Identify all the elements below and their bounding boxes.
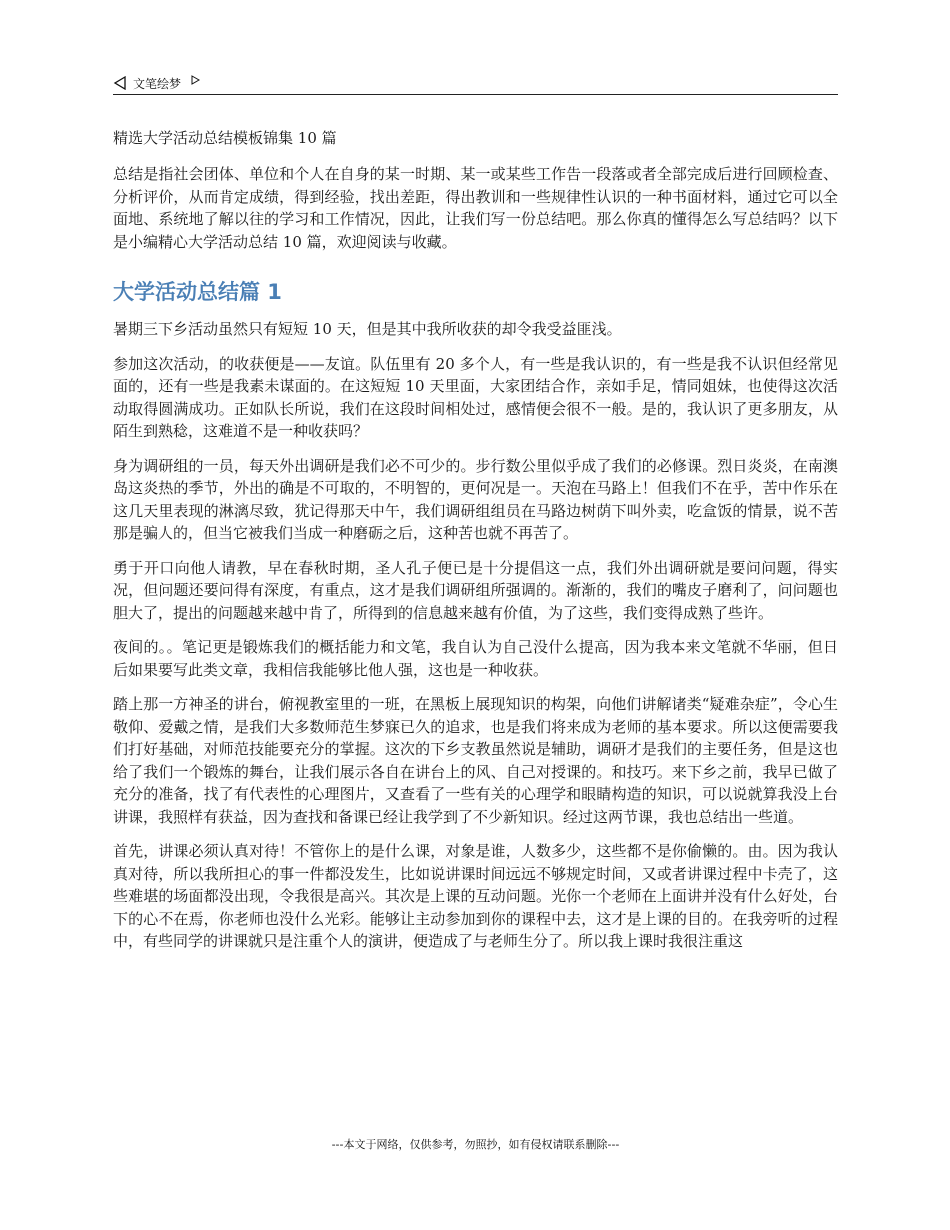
document-page xyxy=(113,0,838,1230)
body-paragraph: 夜间的。。笔记更是锻炼我们的概括能力和文笔，我自认为自己没什么提高，因为我本来文笔就不华丽，但日后如果要写此类文章，我相信我能够比他人强，这也是一种收获。 xyxy=(113,638,838,679)
footer-notice: ---本文于网络，仅供参考，勿照抄，如有侵权请联系删除--- xyxy=(331,1138,620,1151)
body-paragraph: 暑期三下乡活动虽然只有短短 10 天，但是其中我所收获的却令我受益匪浅。 xyxy=(113,320,622,338)
body-paragraph: 参加这次活动，的收获便是——友谊。队伍里有 20 多个人，有一些是我认识的，有一些是我不认识但经常见面的，还有一些是我素未谋面的。在这短短 10 天里面，大家团结合作，亲如手足，情同姐妹，也使得这次活动取得圆满成功。正如队长所说，我们在这段时间相处过，感情便会很不一般。是的，我认识了更多朋友，从陌生到熟稔，这难道不是一种收获吗？ xyxy=(113,354,838,440)
body-paragraph: 身为调研组的一员，每天外出调研是我们必不可少的。步行数公里似乎成了我们的必修课。烈日炎炎，在南澳岛这炎热的季节，外出的确是不可取的，不明智的，更何况是一。天泡在马路上！但我们不在乎，苦中作乐在这几天里表现的淋漓尽致，犹记得那天中午，我们调研组组员在马路边树荫下叫外卖，吃盒饭的情景，说不苦那是骗人的，但当它被我们当成一种磨砺之后，这种苦也就不再苦了。 xyxy=(113,456,838,542)
body-paragraph: 踏上那一方神圣的讲台，俯视教室里的一班，在黑板上展现知识的构架，向他们讲解诸类“疑难杂症”，令心生敬仰、爱戴之情，是我们大多数师范生梦寐已久的追求，也是我们将来成为老师的基本要求。所以这便需要我们打好基础，对师范技能要充分的掌握。这次的下乡支教虽然说是辅助，调研才是我们的主要任务，但是这也给了我们一个锻炼的舞台，让我们展示各自在讲台上的风、自己对授课的。和技巧。来下乡之前，我早已做了充分的准备，找了有代表性的心理图片，又查看了一些有关的心理学和眼睛构造的知识，可以说就算我没上台讲课，我照样有获益，因为查找和备课已经让我学到了不少新知识。经过这两节课，我也总结出一些道。 xyxy=(113,695,838,826)
triangle-right-icon xyxy=(191,75,200,85)
intro-paragraph: 总结是指社会团体、单位和个人在自身的某一时期、某一或某些工作告一段落或者全部完成后进行回顾检查、分析评价，从而肯定成绩，得到经验，找出差距，得出教训和一些规律性认识的一种书面材料，通过它可以全面地、系统地了解以往的学习和工作情况，因此，让我们写一份总结吧。那么你真的懂得怎么写总结吗？以下是小编精心大学活动总结 10 篇，欢迎阅读与收藏。 xyxy=(113,165,838,251)
document-title: 精选大学活动总结模板锦集 10 篇 xyxy=(113,129,337,147)
header-brand: 文笔绘梦 xyxy=(133,76,182,91)
page-header xyxy=(113,72,838,95)
body-paragraph: 勇于开口向他人请教，早在春秋时期，圣人孔子便已是十分提倡这一点，我们外出调研就是要问问题，得实况，但问题还要问得有深度，有重点，这才是我们调研组所强调的。渐渐的，我们的嘴皮子磨利了，问问题也胆大了，提出的问题越来越中肯了，所得到的信息越来越有价值，为了这些，我们变得成熟了些许。 xyxy=(113,558,838,622)
document-body xyxy=(113,163,838,965)
section-heading: 大学活动总结篇 1 xyxy=(113,280,282,304)
body-paragraph: 首先，讲课必须认真对待！不管你上的是什么课，对象是谁，人数多少，这些都不是你偷懒的。由。因为我认真对待，所以我所担心的事一件都没发生，比如说讲课时间远远不够规定时间，又或者讲课过程中卡壳了，这些难堪的场面都没出现，令我很是高兴。其次是上课的互动问题。光你一个老师在上面讲并没有什么好处，台下的心不在焉，你老师也没什么光彩。能够让主动参加到你的课程中去，这才是上课的目的。在我旁听的过程中，有些同学的讲课就只是注重个人的演讲，便造成了与老师生分了。所以我上课时我很注重这 xyxy=(113,842,838,950)
triangle-left-icon xyxy=(113,76,127,90)
